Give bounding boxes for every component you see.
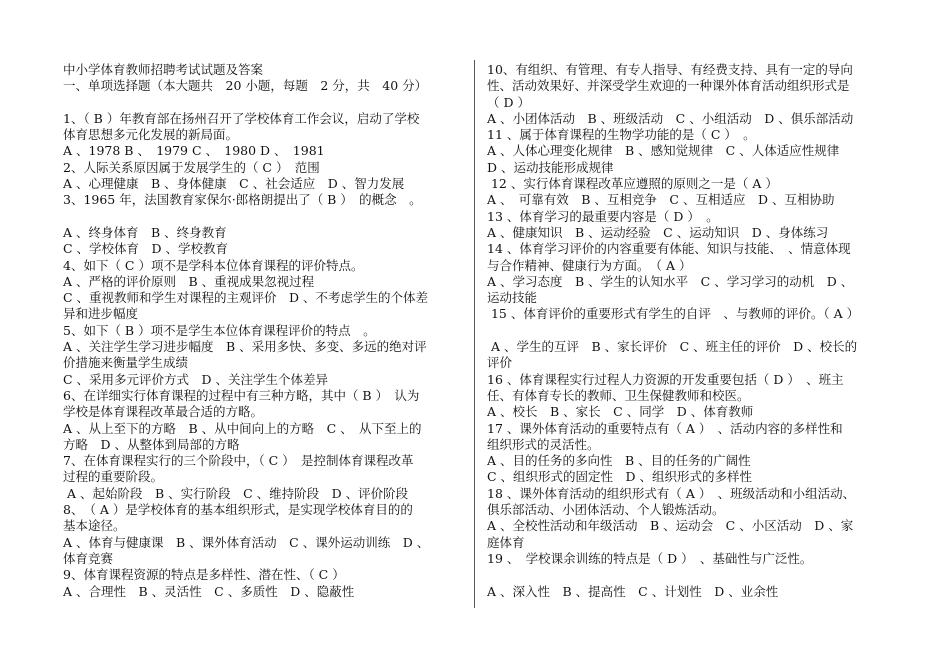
text-line: 19 、 学校课余训练的特点是（ D ） 、基础性与广泛性。 xyxy=(487,550,813,566)
text-line: 评价 xyxy=(487,355,513,371)
text-line: 价措施来衡量学生成绩 xyxy=(63,355,189,371)
text-line: 俱乐部活动、小团体活动、个人锻炼活动。 xyxy=(487,502,725,518)
text-line: C 、学校体育 D 、学校教育 xyxy=(63,241,229,257)
text-line: 方略 D 、从整体到局部的方略 xyxy=(63,436,240,452)
text-line: A 、全校性活动和年级活动 B 、运动会 C 、小区活动 D 、家 xyxy=(487,518,854,534)
text-line: A 、学生的互评 B 、家长评价 C 、班主任的评价 D 、校长的 xyxy=(487,339,858,355)
text-line: 体育思想多元化发展的新局面。 xyxy=(63,127,239,143)
text-line: 7、在体育课程实行的三个阶段中，（ C ） 是控制体育课程改革 xyxy=(63,453,414,469)
text-line: 17 、课外体育活动的重要特点有（ A ） 、活动内容的多样性和 xyxy=(487,420,843,436)
text-line: （ D ） xyxy=(487,94,530,110)
text-line: 14 、体育学习评价的内容重要有体能、知识与技能、 、情意体现 xyxy=(487,241,851,257)
text-line: A 、体育与健康课 B 、课外体育活动 C 、课外运动训练 D 、 xyxy=(63,534,430,550)
text-line: A 、合理性 B 、灵活性 C 、多质性 D 、隐蔽性 xyxy=(63,583,355,599)
blank-line xyxy=(487,567,889,583)
text-line: A 、严格的评价原则 B 、重视成果忽视过程 xyxy=(63,273,315,289)
text-line: A 、终身体育 B 、终身教育 xyxy=(63,224,227,240)
column-divider xyxy=(474,60,475,608)
text-line: 12 、实行体育课程改革应遵照的原则之一是（ A ） xyxy=(487,176,778,192)
text-line: 1、（ B ）年教育部在扬州召开了学校体育工作会议，启动了学校 xyxy=(63,110,420,126)
text-line: A 、小团体活动 B 、班级活动 C 、小组活动 D 、俱乐部活动 xyxy=(487,110,854,126)
text-line: A 、心理健康 B 、身体健康 C 、社会适应 D 、智力发展 xyxy=(63,176,405,192)
blank-line xyxy=(487,323,889,339)
text-line: 组织形式的灵活性。 xyxy=(487,436,600,452)
text-line: 一、单项选择题（本大题共 20 小题，每题 2 分，共 40 分） xyxy=(63,78,428,94)
left-column xyxy=(63,62,461,600)
text-line: C 、采用多元评价方式 D 、关注学生个体差异 xyxy=(63,371,329,387)
text-line: 13 、体育学习的最重要内容是（ D ） 。 xyxy=(487,208,719,224)
text-line: 15 、体育评价的重要形式有学生的自评 、与教师的评价。（ A ） xyxy=(487,306,860,322)
text-line: A 、校长 B 、家长 C 、同学 D 、体育教师 xyxy=(487,404,754,420)
text-line: A 、1978 B 、 1979 C 、 1980 D 、 1981 xyxy=(63,143,325,159)
text-line: 基本途径。 xyxy=(63,518,126,534)
text-line: 中小学体育教师招聘考试试题及答案 xyxy=(63,62,264,77)
text-line: 16 、体育课程实行过程人力资源的开发重要包括（ D ） 、班主 xyxy=(487,371,844,387)
text-line: 10、有组织、有管理、有专人指导、有经费支持、具有一定的导向 xyxy=(487,62,853,77)
text-line: 性、活动效果好、并深受学生欢迎的一种课外体育活动组织形式是 xyxy=(487,78,850,94)
text-line: 18 、课外体育活动的组织形式有（ A ） 、班级活动和小组活动、 xyxy=(487,485,856,501)
text-line: A 、 可靠有效 B 、互相竞争 C 、互相适应 D 、互相协助 xyxy=(487,192,835,208)
blank-line xyxy=(63,209,461,225)
text-line: 体育竞赛 xyxy=(63,550,114,566)
text-line: C 、重视教师和学生对课程的主观评价 D 、不考虑学生的个体差 xyxy=(63,290,429,306)
text-line: A 、人体心理变化规律 B 、感知觉规律 C 、人体适应性规律 xyxy=(487,143,840,159)
text-line: A 、关注学生学习进步幅度 B 、采用多快、多变、多远的绝对评 xyxy=(63,339,427,355)
text-line: 与合作精神、健康行为方面。 （ A ） xyxy=(487,257,692,273)
text-line: 5、如下（ B ）项不是学生本位体育课程评价的特点 。 xyxy=(63,322,376,338)
text-line: A 、健康知识 B 、运动经验 C 、运动知识 D 、身体练习 xyxy=(487,224,829,240)
text-line: D 、运动技能形成规律 xyxy=(487,159,614,175)
text-line: A 、学习态度 B 、学生的认知水平 C 、学习学习的动机 D 、 xyxy=(487,273,854,289)
text-line: 9、体育课程资源的特点是多样性、潜在性、（ C ） xyxy=(63,567,345,583)
text-line: 过程的重要阶段。 xyxy=(63,469,164,485)
text-line: 11 、属于体育课程的生物学功能的是（ C ） 。 xyxy=(487,127,756,143)
text-line: 异和进步幅度 xyxy=(63,306,139,322)
right-column xyxy=(487,62,889,600)
text-line: A 、目的任务的多向性 B 、目的任务的广阔性 xyxy=(487,453,751,469)
text-line: 2、人际关系原因属于发展学生的（ C ） 范围 xyxy=(63,159,320,175)
text-line: A 、深入性 B 、提高性 C 、计划性 D 、业余性 xyxy=(487,583,779,599)
text-line: 任、有体育专长的教师、卫生保健教师和校医。 xyxy=(487,387,750,403)
text-line: A 、起始阶段 B 、实行阶段 C 、维持阶段 D 、评价阶段 xyxy=(63,485,409,501)
text-line: A 、从上至下的方略 B 、从中间向上的方略 C 、 从下至上的 xyxy=(63,420,422,436)
text-line: 学校是体育课程改革最合适的方略。 xyxy=(63,404,264,420)
text-line: 运动技能 xyxy=(487,290,538,306)
blank-line xyxy=(63,95,461,111)
text-line: 庭体育 xyxy=(487,534,525,550)
text-line: 4、如下（ C ）项不是学科本位体育课程的评价特点。 xyxy=(63,257,364,273)
text-line: 6、在详细实行体育课程的过程中有三种方略，其中（ B ） 认为 xyxy=(63,387,420,403)
text-line: C 、组织形式的固定性 D 、组织形式的多样性 xyxy=(487,469,753,485)
text-line: 8、 （ A ）是学校体育的基本组织形式，是实现学校体育目的的 xyxy=(63,502,413,518)
text-line: 3、1965 年，法国教育家保尔·郎格朗提出了（ B ） 的概念 。 xyxy=(63,192,422,208)
